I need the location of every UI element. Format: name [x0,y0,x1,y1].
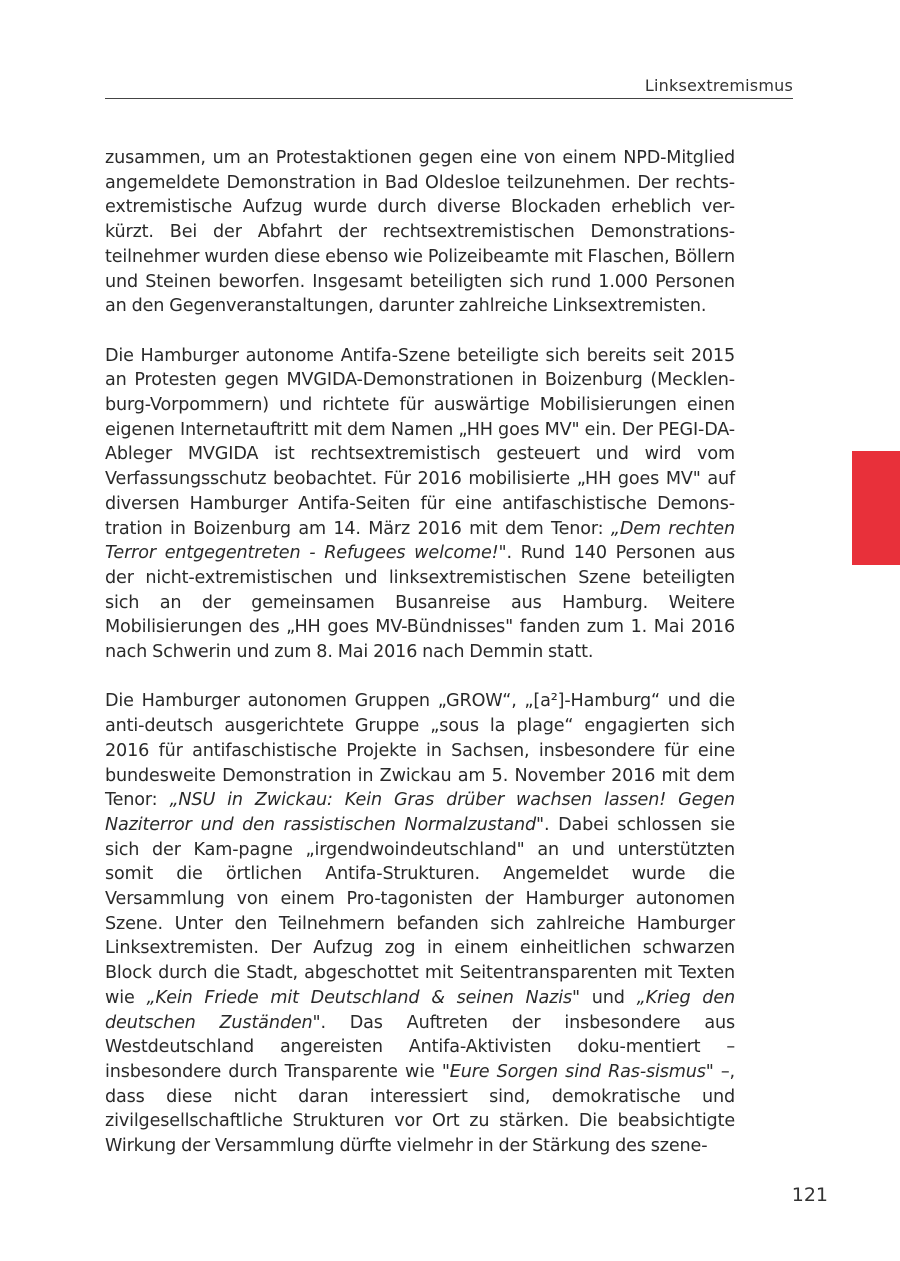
paragraph [105,689,735,1158]
chapter-side-tab [852,451,900,565]
paragraph [105,344,735,665]
quoted-slogan: „Kein Friede mit Deutschland & seinen Nazis" [146,987,580,1008]
text-segment: –, dass diese nicht daran interessiert sind, demokratische und zivilgesellschaftliche Strukturen vor Ort zu stärken. Die beabsichtigte Wirkung der Versammlung dürfte vielmehr in der Stärkung des szene- [105,1061,735,1157]
text-segment: . Rund 140 Personen aus der nicht-extremistischen und linksextremistischen Szene beteiligten sich an der gemeinsamen Busanreise aus Hamburg. Weitere Mobilisierungen des „HH goes MV-Bündnisses" fanden zum 1. Mai 2016 nach Schwerin und zum 8. Mai 2016 nach Demmin statt. [105,543,735,663]
quoted-slogan: "Eure Sorgen sind Ras-sismus" [441,1061,714,1082]
quoted-slogan: „Krieg den deutschen Zuständen" [105,987,735,1033]
header-rule [105,98,793,99]
page-number: 121 [791,1184,828,1206]
text-segment: Die Hamburger autonome Antifa-Szene beteiligte sich bereits seit 2015 an Protesten gegen MVGIDA-Demonstrationen in Boizenburg (Mecklen-burg-Vorpommern) und richtete für auswärtige Mobilisierungen einen eigenen Internetauftritt mit dem Namen „HH goes MV" ein. Der PEGI-DA-Ableger MVGIDA ist rechtsextremistisch gesteuert und wird vom Verfassungsschutz beobachtet. Für 2016 mobilisierte „HH goes MV" auf diversen Hamburger Antifa-Seiten für eine antifaschistische Demons-tration in Boizenburg am 14. März 2016 mit dem Tenor: [105,345,735,539]
text-segment: Die Hamburger autonomen Gruppen „GROW“, „[a²]-Hamburg“ und die anti-deutsch ausgerichtete Gruppe „sous la plage“ engagierten sich 2016 für antifaschistische Projekte in Sachsen, insbesondere für eine bundesweite Demonstration in Zwickau am 5. November 2016 mit dem Tenor: [105,691,735,811]
body-text [105,146,735,1183]
text-segment: . Das Auftreten der insbesondere aus Westdeutschland angereisten Antifa-Aktivisten doku-mentiert – insbesondere durch Transparente wie [105,1012,735,1082]
quoted-slogan: „NSU in Zwickau: Kein Gras drüber wachsen lassen! Gegen Naziterror und den rassistischen Normalzustand" [105,790,735,835]
text-segment: und [579,987,637,1008]
quoted-slogan: „Dem rechten Terror entgegentreten - Refugees welcome!" [105,518,735,564]
text-segment: . Dabei schlossen sie sich der Kam-pagne „irgendwoindeutschland" an und unterstützten somit die örtlichen Antifa-Strukturen. Angemeldet wurde die Versammlung von einem Pro-tagonisten der Hamburger autonomen Szene. Unter den Teilnehmern befanden sich zahlreiche Hamburger Linksextremisten. Der Aufzug zog in einem einheitlichen schwarzen Block durch die Stadt, abgeschottet mit Seitentransparenten mit Texten wie [105,814,735,1008]
running-head: Linksextremismus [644,76,793,95]
text-segment: zusammen, um an Protestaktionen gegen eine von einem NPD-Mitglied angemeldete Demonstration in Bad Oldesloe teilzunehmen. Der rechts-extremistische Aufzug wurde durch diverse Blockaden erheblich ver-kürzt. Bei der Abfahrt der rechtsextremistischen Demonstrations-teilnehmer wurden diese ebenso wie Polizeibeamte mit Flaschen, Böllern und Steinen beworfen. Insgesamt beteiligten sich rund 1.000 Personen an den Gegenveranstaltungen, darunter zahlreiche Linksextremisten. [105,148,735,317]
paragraph [105,146,735,319]
